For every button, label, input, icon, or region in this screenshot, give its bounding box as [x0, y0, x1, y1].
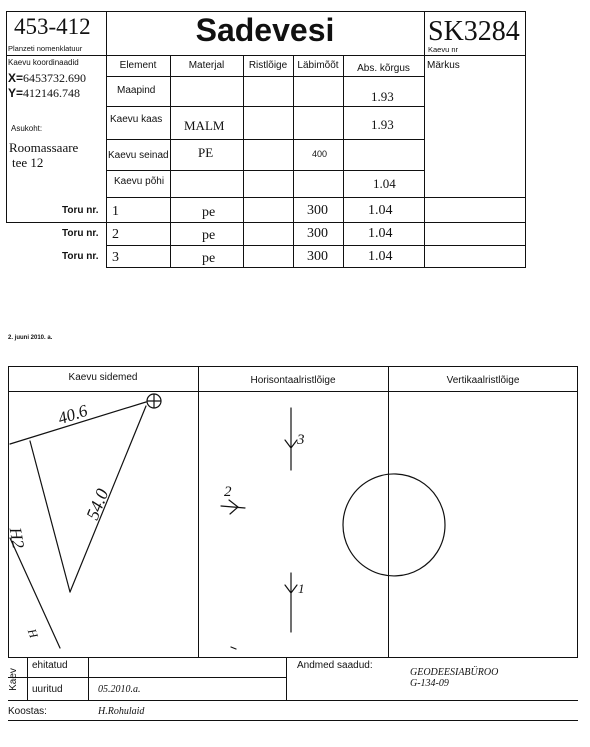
pipe-2-labimoot: 300	[307, 226, 328, 241]
pipe-3-abs: 1.04	[368, 249, 393, 264]
pipe-3-labimoot: 300	[307, 249, 328, 264]
kaevu-number-label: Kaevu nr	[428, 45, 459, 54]
row-seinad-materjal: PE	[198, 145, 214, 160]
horizontal-circle	[343, 474, 445, 576]
row-pohi-element: Kaevu põhi	[114, 176, 165, 187]
pipe-3-materjal: pe	[202, 251, 216, 266]
kaevu-number: SK3284	[428, 16, 520, 47]
coord-x-value: 6453732.690	[23, 71, 87, 85]
pipe-3-number: 3	[297, 432, 305, 448]
col-vertikaal: Vertikaalristlõige	[446, 375, 520, 386]
row-kaas-abs: 1.93	[371, 117, 394, 132]
col-header-ristloige: Ristlõige	[248, 60, 288, 71]
pipe-2-nr: 2	[112, 227, 119, 242]
date-stamp: 2. juuni 2010. a.	[8, 335, 53, 341]
dim-left-label: H2	[5, 526, 29, 550]
ref-line-left	[30, 441, 70, 592]
location-label: Asukoht:	[11, 124, 43, 133]
col-header-labimoot: Läbimõõt	[297, 60, 339, 71]
uuritud-label: uuritud	[32, 684, 63, 695]
pipe-1-label: Toru nr.	[62, 205, 99, 216]
pipe-1-arrow	[285, 573, 297, 632]
andmed-label: Andmed saadud:	[297, 660, 373, 671]
planzeti-number: 453-412	[14, 14, 91, 39]
page-title: Sadevesi	[195, 12, 335, 48]
col-header-markus: Märkus	[427, 60, 460, 71]
grid-line	[8, 700, 578, 701]
planzeti-label: Planzeti nomenklatuur	[8, 44, 83, 53]
location-line1: Roomassaare	[9, 140, 79, 155]
andmed-line2: G-134-09	[410, 678, 449, 689]
col-kaevu-sidemed: Kaevu sidemed	[68, 372, 138, 383]
grid-line	[8, 677, 286, 678]
pipe-1-abs: 1.04	[368, 203, 393, 218]
row-pohi-abs: 1.04	[373, 176, 396, 191]
grid-line	[286, 657, 287, 701]
coords-label: Kaevu koordinaadid	[8, 58, 79, 67]
coord-y-value: 412146.748	[23, 86, 81, 100]
pipe-3-label: Toru nr.	[62, 251, 99, 262]
pipe-1-number: 1	[298, 581, 305, 596]
dim-diag-label: 54.0	[82, 485, 113, 523]
pipe-2-label: Toru nr.	[62, 228, 99, 239]
koostas-value: H.Rohulaid	[98, 706, 145, 717]
grid-line	[88, 657, 89, 701]
row-kaas-materjal: MALM	[184, 118, 225, 133]
col-header-abs: Abs. kõrgus	[357, 63, 410, 74]
col-header-materjal: Materjal	[188, 60, 225, 71]
koostas-label: Koostas:	[8, 706, 47, 717]
location-line2: tee 12	[12, 155, 44, 170]
row-seinad-element: Kaevu seinad	[108, 150, 169, 161]
grid-line	[27, 657, 28, 701]
pipe-1-materjal: pe	[202, 205, 216, 220]
pipe-2-materjal: pe	[202, 228, 216, 243]
pipe-2-number: 2	[224, 484, 232, 500]
kaev-side-label: Kaev	[7, 668, 19, 691]
mark-tick	[231, 647, 236, 649]
pipe-3-arrow	[285, 408, 297, 470]
col-horisontaal: Horisontaalristlõige	[250, 375, 336, 386]
pipe-1-labimoot: 300	[307, 203, 328, 218]
pipe-2-arrow	[221, 500, 245, 514]
grid-line	[8, 720, 578, 721]
andmed-line1: GEODEESIABÜROO	[410, 667, 499, 678]
row-seinad-labimoot: 400	[312, 149, 328, 159]
row-kaas-element: Kaevu kaas	[110, 114, 163, 125]
dim-small-label: H	[24, 626, 41, 640]
pipe-3-nr: 3	[112, 250, 119, 265]
coord-x-label: X=	[8, 71, 24, 85]
coord-y-label: Y=	[8, 86, 24, 100]
pipe-2-abs: 1.04	[368, 226, 393, 241]
row-maapind-abs: 1.93	[371, 89, 394, 104]
dim-top-label: 40.6	[55, 400, 90, 429]
col-header-element: Element	[119, 60, 157, 71]
row-maapind-element: Maapind	[117, 85, 156, 96]
pipe-1-nr: 1	[112, 204, 119, 219]
uuritud-value: 05.2010.a.	[98, 684, 141, 695]
ehitatud-label: ehitatud	[32, 660, 68, 671]
